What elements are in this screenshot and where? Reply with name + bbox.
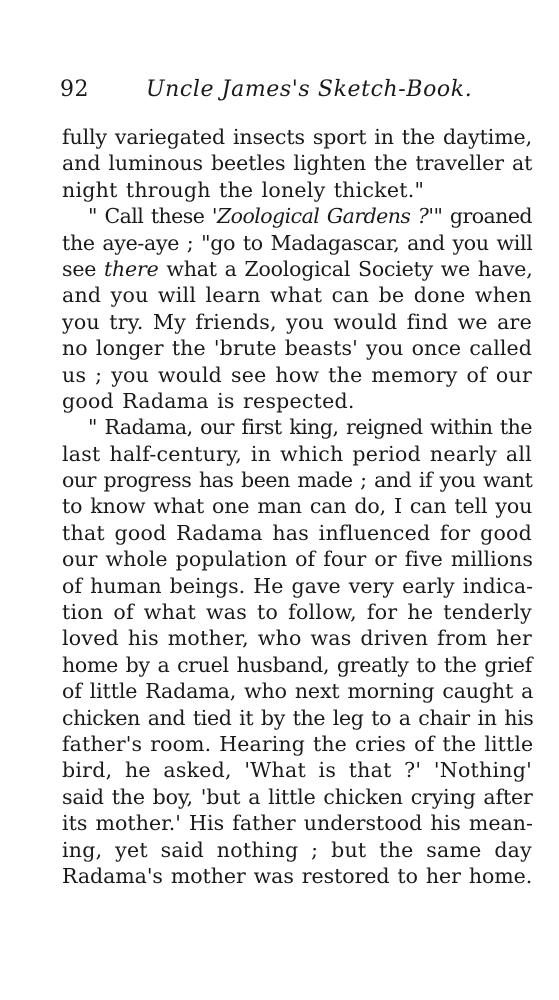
text-line: its mother.' His father understood his mean- [62, 811, 534, 836]
text-line: home by a cruel husband, greatly to the grief [62, 652, 532, 677]
text-line [62, 256, 532, 282]
text-line: father's room. Hearing the cries of the little [62, 731, 534, 756]
text-line: our progress has been made ; and if you want [62, 468, 533, 493]
text-line: good Radama is respected. [62, 388, 355, 413]
italic-phrase: Zoological Gardens ? [216, 204, 429, 229]
text-line: fully variegated insects sport in the daytime, [62, 125, 532, 149]
text-line: and you will learn what can be done when [62, 283, 532, 308]
text-line: of little Radama, who next morning caught a [62, 679, 534, 704]
text-line: chicken and tied it by the leg to a chair in his [62, 705, 534, 730]
text-segment: " Call these ' [88, 204, 217, 229]
text-line: no longer the 'brute beasts' you once called [62, 336, 532, 361]
text-line: to know what one man can do, I can tell you [62, 494, 533, 519]
page-header [60, 74, 500, 106]
text-line: that good Radama has influenced for good [62, 520, 532, 545]
text-line: our whole population of four or five millions [62, 547, 533, 572]
text-line: us ; you would see how the memory of our [62, 362, 532, 387]
body-text [62, 124, 532, 889]
text-line: said the boy, 'but a little chicken crying after [62, 784, 533, 809]
text-line: ing, yet said nothing ; but the same day [62, 837, 532, 862]
italic-word: there [104, 256, 159, 281]
text-segment: '" groaned [428, 204, 532, 229]
text-line: and luminous beetles lighten the traveller at [62, 151, 533, 176]
text-line [62, 203, 532, 229]
text-line: " Radama, our first king, reigned within the [88, 415, 533, 440]
page-number: 92 [60, 77, 89, 102]
text-line: you try. My friends, you would find we are [62, 309, 532, 334]
text-segment: what a Zoological Society we have, [158, 256, 533, 281]
text-line: loved his mother, who was driven from her [62, 626, 532, 651]
text-segment: see [62, 256, 105, 281]
text-line: the aye-aye ; "go to Madagascar, and you will [62, 230, 533, 255]
text-line: bird, he asked, 'What is that ?' 'Nothing' [62, 758, 532, 783]
text-line: last half-century, in which period nearly all [62, 441, 532, 466]
running-title: Uncle James's Sketch-Book. [146, 77, 473, 102]
text-line: tion of what was to follow, for he tenderly [62, 600, 532, 625]
text-line: Radama's mother was restored to her home. [62, 863, 533, 888]
text-line: night through the lonely thicket." [62, 177, 425, 202]
text-line: of human beings. He gave very early indica- [62, 573, 534, 598]
